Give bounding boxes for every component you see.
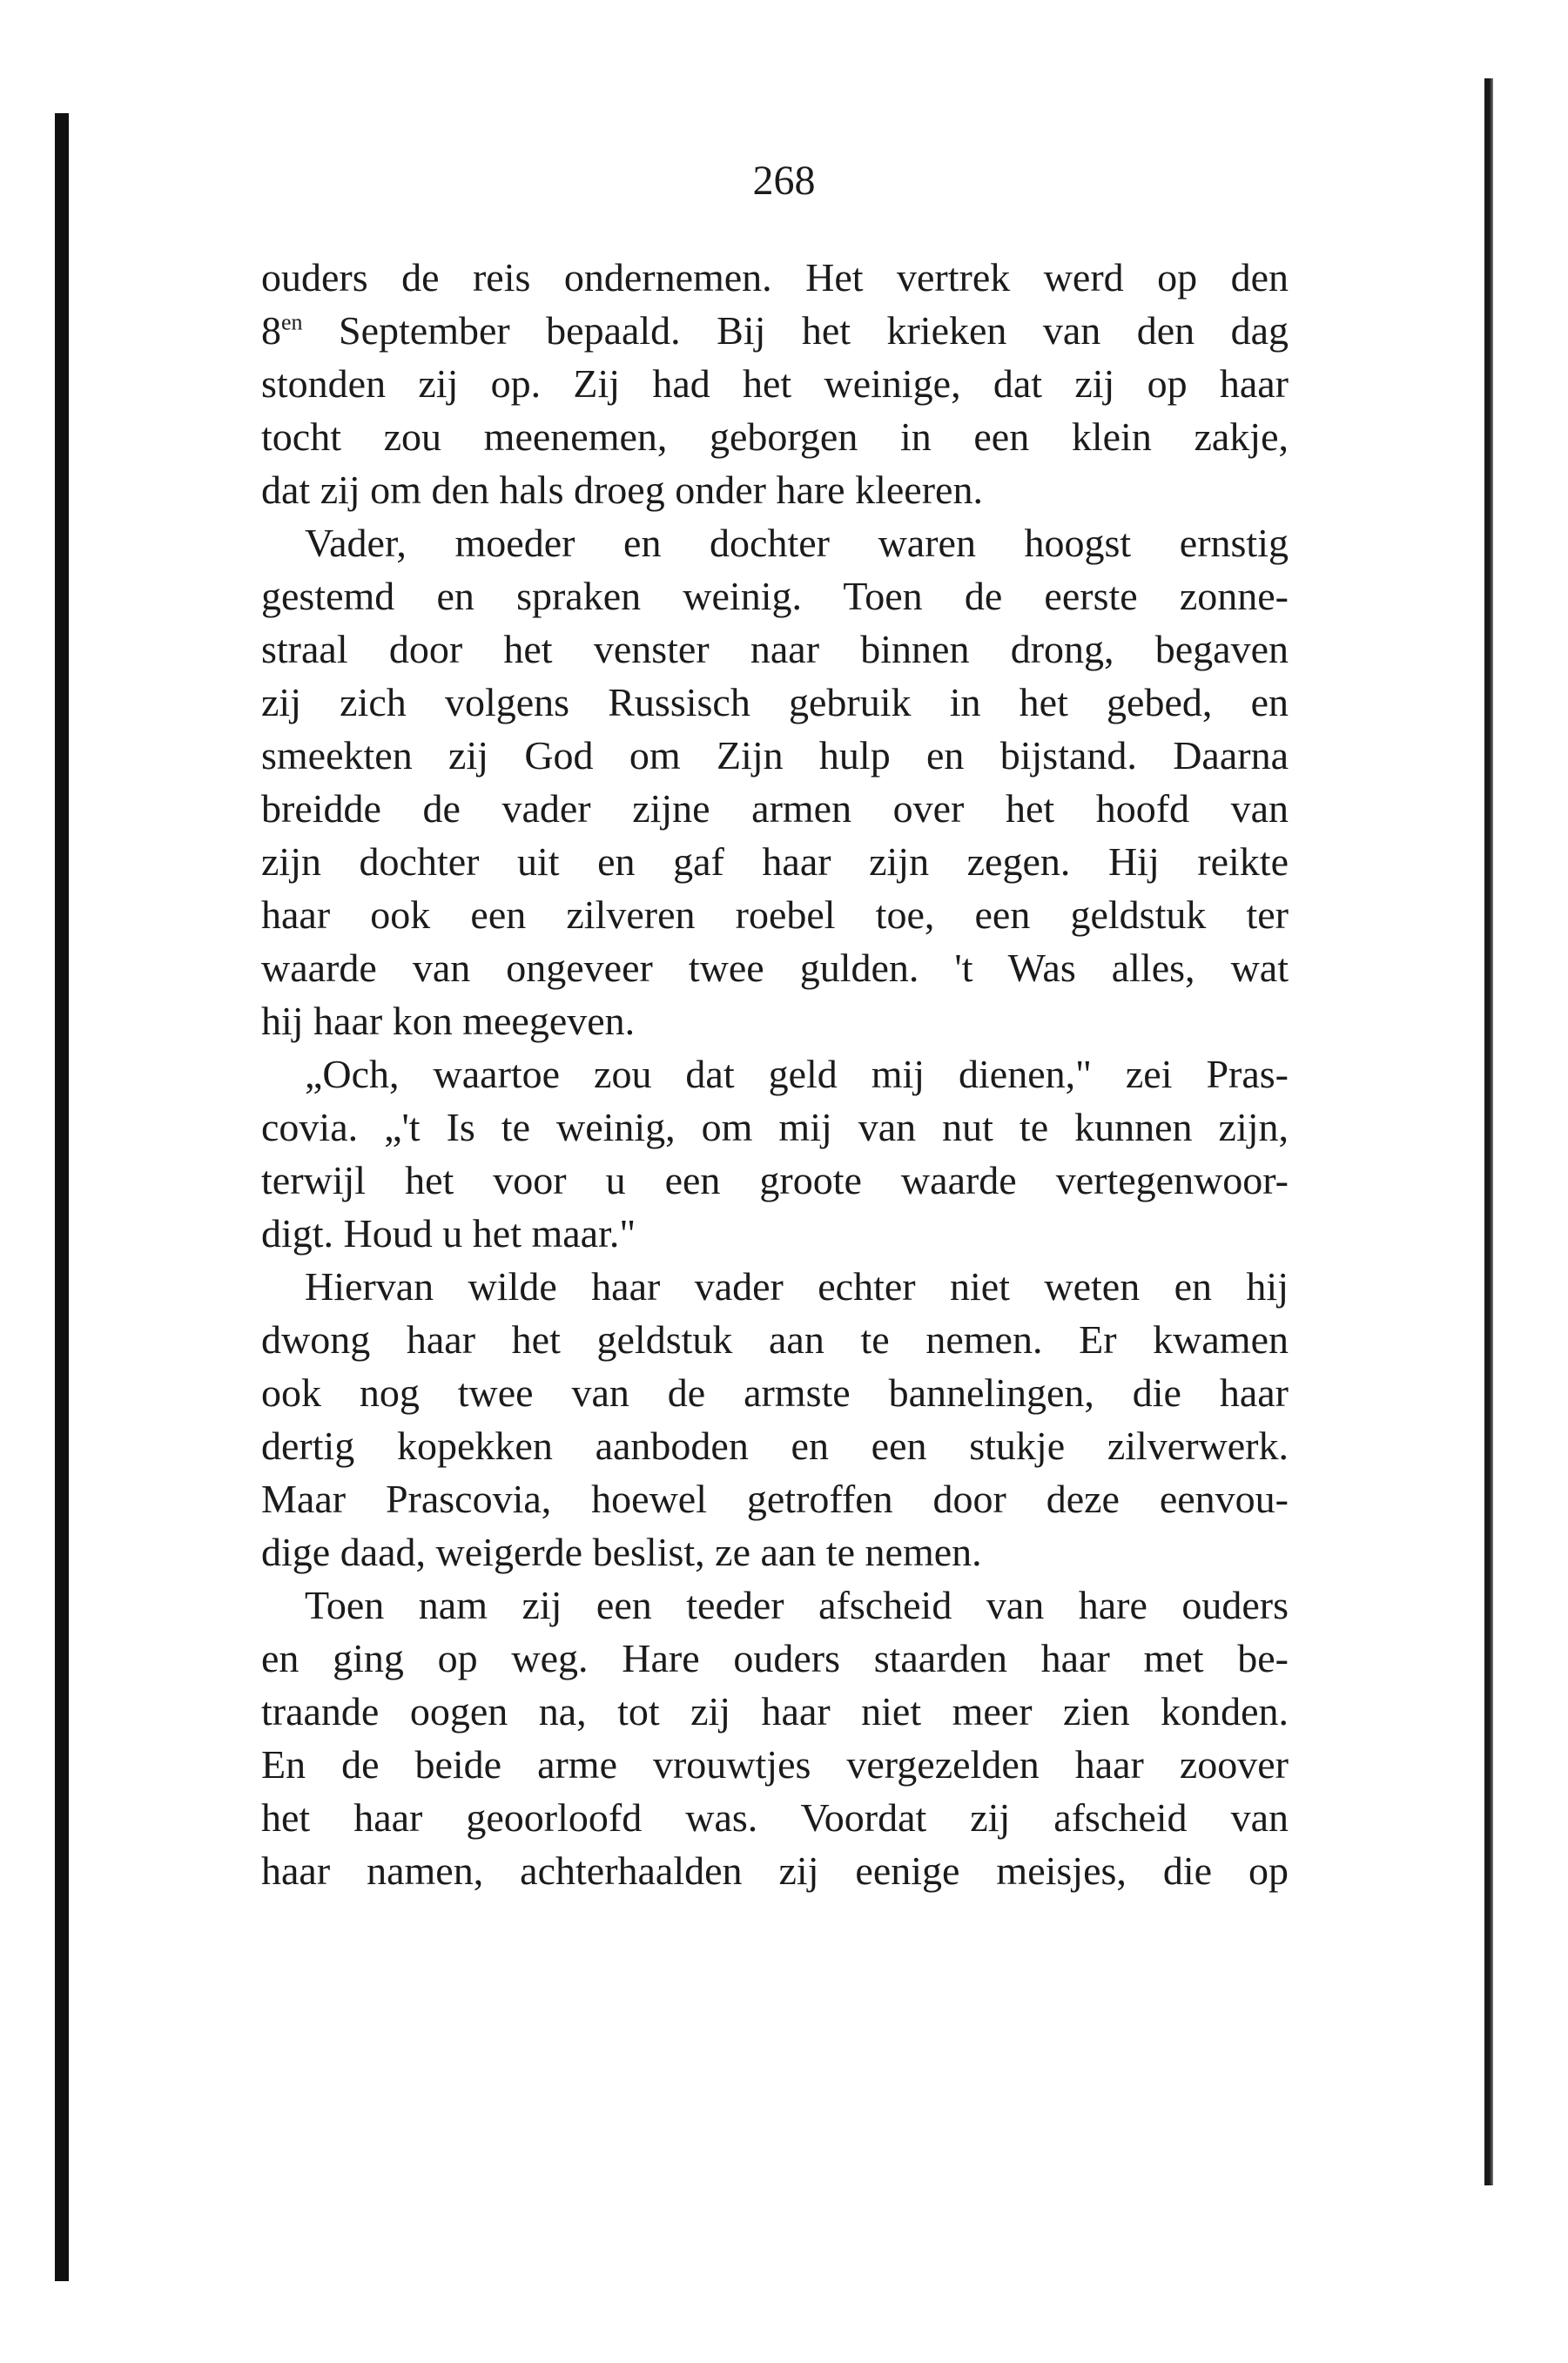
text-line: breidde de vader zijne armen over het hoofd van: [261, 786, 1289, 831]
date-number: 8: [261, 308, 281, 353]
text-line: ouders de reis ondernemen. Het vertrek werd op den: [261, 255, 1289, 300]
text-line: gestemd en spraken weinig. Toen de eerste zonne-: [261, 574, 1289, 618]
text-line: dat zij om den hals droeg onder hare kleeren.: [261, 468, 983, 512]
text-body: [261, 251, 1289, 1897]
paragraph-1: [261, 251, 1289, 516]
paragraph-3: [261, 1047, 1289, 1260]
text-line: hij haar kon meegeven.: [261, 999, 636, 1043]
text-line: haar namen, achterhaalden zij eenige meisjes, die op: [261, 1848, 1289, 1893]
text-line: smeekten zij God om Zijn hulp en bijstand. Daarna: [261, 733, 1289, 778]
text-line: Hiervan wilde haar vader echter niet weten en hij: [305, 1264, 1289, 1309]
text-line: haar ook een zilveren roebel toe, een geldstuk ter: [261, 892, 1289, 937]
text-line: dwong haar het geldstuk aan te nemen. Er kwamen: [261, 1317, 1289, 1362]
text-line: tocht zou meenemen, geborgen in een klein zakje,: [261, 414, 1289, 459]
page-number: 268: [752, 158, 816, 204]
line-text: September bepaald. Bij het krieken van den dag: [302, 308, 1289, 353]
scan-edge-right: [1484, 78, 1493, 2185]
text-line: [261, 304, 1289, 357]
paragraph-2: [261, 516, 1289, 1047]
text-line: dige daad, weigerde beslist, ze aan te nemen.: [261, 1530, 982, 1574]
text-line: Vader, moeder en dochter waren hoogst ernstig: [305, 521, 1289, 565]
text-line: digt. Houd u het maar.": [261, 1211, 636, 1256]
text-line: zij zich volgens Russisch gebruik in het gebed, en: [261, 680, 1289, 724]
paragraph-5: [261, 1579, 1289, 1897]
text-line: stonden zij op. Zij had het weinige, dat zij op haar: [261, 361, 1289, 406]
scan-edge-left: [55, 113, 69, 2281]
text-line: straal door het venster naar binnen drong, begaven: [261, 627, 1289, 671]
text-line: Maar Prascovia, hoewel getroffen door deze eenvou-: [261, 1477, 1289, 1521]
text-line: waarde van ongeveer twee gulden. 't Was alles, wat: [261, 946, 1289, 990]
text-line: Toen nam zij een teeder afscheid van hare ouders: [305, 1583, 1289, 1627]
ordinal-superscript: en: [281, 309, 303, 335]
text-line: ook nog twee van de armste bannelingen, die haar: [261, 1370, 1289, 1415]
text-line: het haar geoorloofd was. Voordat zij afscheid van: [261, 1795, 1289, 1840]
text-line: dertig kopekken aanboden en een stukje zilverwerk.: [261, 1424, 1289, 1468]
text-line: traande oogen na, tot zij haar niet meer zien konden.: [261, 1689, 1289, 1734]
text-line: „Och, waartoe zou dat geld mij dienen," zei Pras-: [305, 1052, 1289, 1096]
text-line: En de beide arme vrouwtjes vergezelden haar zoover: [261, 1742, 1289, 1787]
text-line: terwijl het voor u een groote waarde vertegenwoor-: [261, 1158, 1289, 1202]
text-line: en ging op weg. Hare ouders staarden haar met be-: [261, 1636, 1289, 1680]
text-line: zijn dochter uit en gaf haar zijn zegen. Hij reikte: [261, 839, 1289, 884]
text-line: covia. „'t Is te weinig, om mij van nut te kunnen zijn,: [261, 1105, 1289, 1149]
paragraph-4: [261, 1260, 1289, 1579]
